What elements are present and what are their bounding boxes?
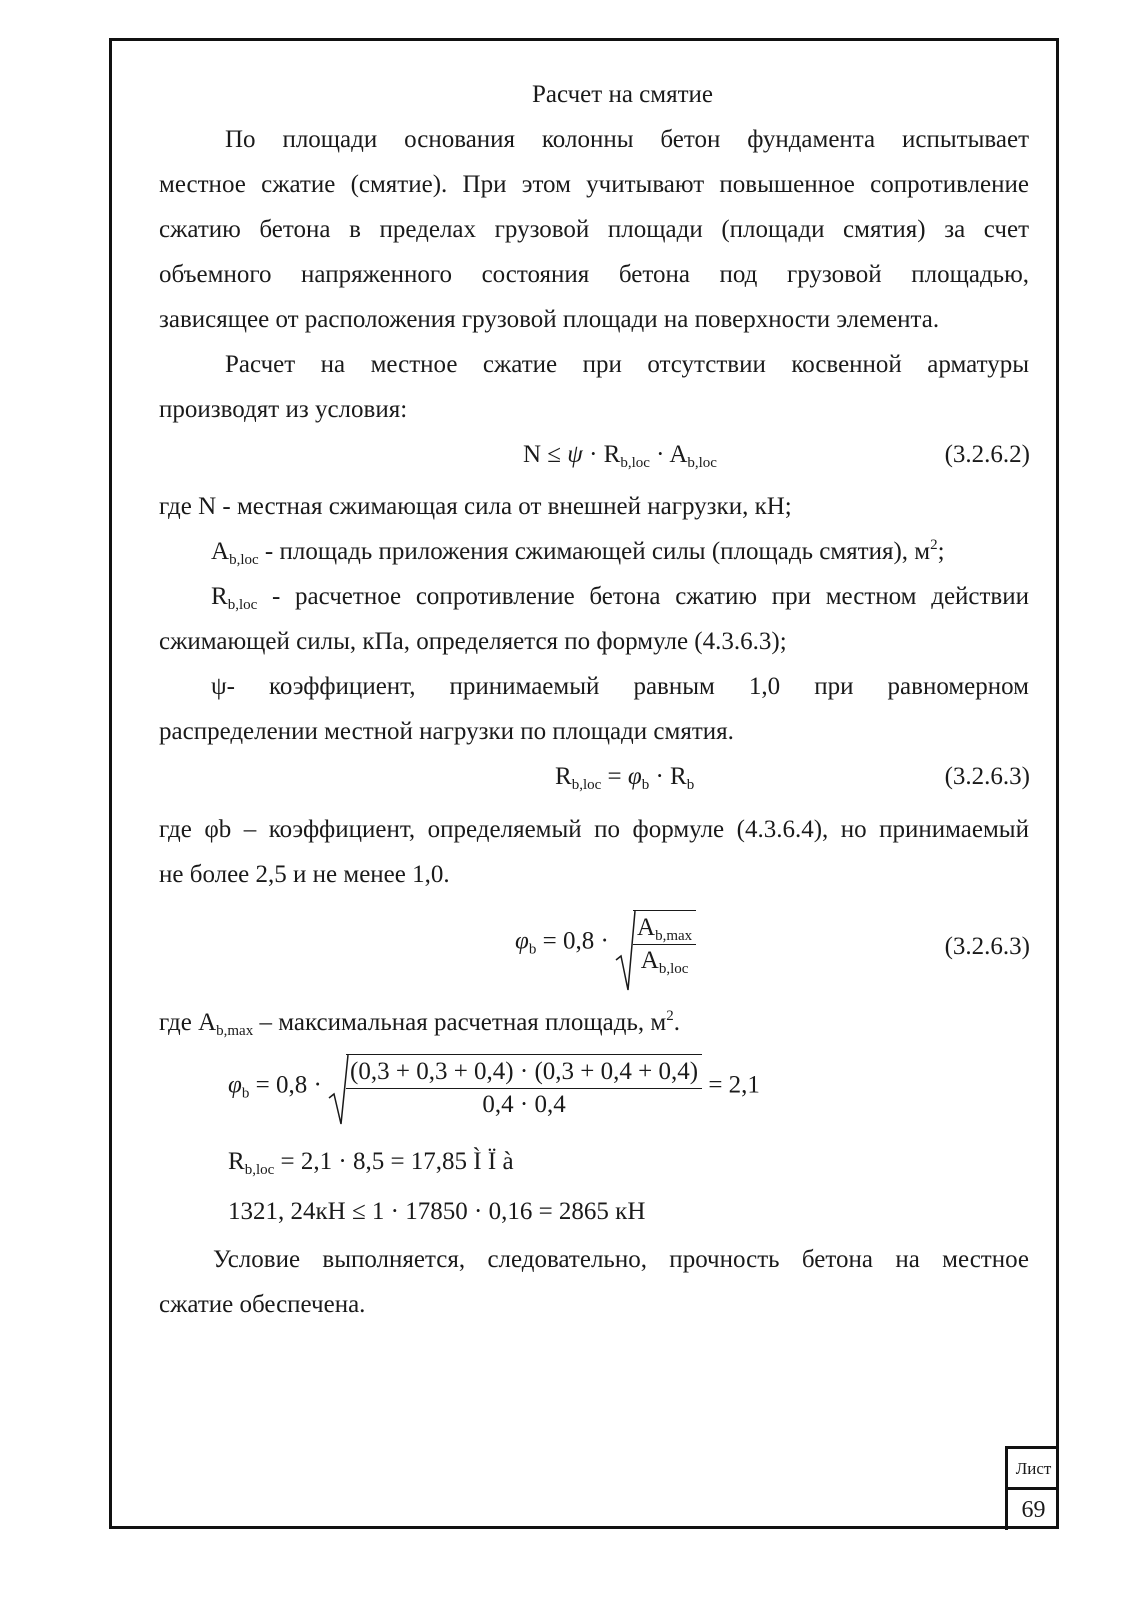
sqrt-sign — [328, 1054, 702, 1120]
equation-phi-b: $\varphi_b = 0,8$ · $\frac{A_{b,max}}{A_{b,loc}}$ — [515, 910, 696, 976]
equation-r-bloc: $R_{b,loc} = \varphi_b \cdot R_b$ — [555, 763, 695, 793]
para1-line-2: местное сжатие (смятие). При этом учитывают повышенное сопротивление — [159, 171, 1029, 198]
equation-number: (3.2.6.3) — [944, 933, 1030, 960]
def-phi-line-2: не более 2,5 и не менее 1,0. — [159, 861, 450, 888]
fraction: $\frac{A_{b,max}}{A_{b,loc}}$ — [633, 913, 696, 976]
sheet-label: Лист — [1008, 1449, 1059, 1490]
equation-3-2-6-2: $N \le \psi \cdot R_{b,loc} \cdot A_{b,loc}$ — [523, 441, 717, 471]
def-a-bmax: где $A_{b,max}$ – максимальная расчетная площадь, $м^2$. — [159, 1008, 680, 1039]
section-title: Расчет на смятие — [532, 81, 713, 108]
def-phi-line-1: где φb – коэффициент, определяемый по формуле (4.3.6.4), но принимаемый — [159, 816, 1029, 843]
equation-number: (3.2.6.3) — [944, 763, 1030, 790]
def-psi-line-2: распределении местной нагрузки по площади смятия. — [159, 718, 734, 745]
para1-line-3: сжатию бетона в пределах грузовой площади (площади смятия) за счет — [159, 216, 1029, 243]
def-a-bloc: $A_{b,loc}$ - площадь приложения сжимающей силы (площадь смятия), $м^2$; — [211, 537, 945, 568]
calc-r-bloc: $R_{b,loc} = 2,1 \cdot 8,5 = 17,85$ Ì Ï à — [228, 1148, 514, 1178]
def-psi-line-1: ψ- коэффициент, принимаемый равным 1,0 при равномерном — [211, 673, 1029, 700]
sheet-number: 69 — [1021, 1497, 1046, 1523]
calc-phi-b: $\varphi_b = 0,8$ · $\frac{(0,3 + 0,3 + 0,4) \cdot (0,3 + 0,4 + 0,4)}{0,4 \cdot 0,4}$ = 2,1 — [228, 1054, 760, 1120]
conclusion-line-2: сжатие обеспечена. — [159, 1291, 366, 1318]
para1-line-5: зависящее от расположения грузовой площади на поверхности элемента. — [159, 306, 940, 333]
conclusion-line-1: Условие выполняется, следовательно, прочность бетона на местное — [213, 1246, 1029, 1273]
fraction: $\frac{(0,3 + 0,3 + 0,4) \cdot (0,3 + 0,4 + 0,4)}{0,4 \cdot 0,4}$ — [346, 1057, 702, 1120]
para1-line-4: объемного напряженного состояния бетона под грузовой площадью, — [159, 261, 1029, 288]
calc-check: 1321, 24кН ≤ 1 · 17850 · 0,16 = 2865 кН — [228, 1198, 646, 1225]
def-r-bloc-line-1: $R_{b,loc}$ - расчетное сопротивление бетона сжатию при местном действии — [211, 583, 1029, 613]
sheet-stamp — [1005, 1446, 1059, 1530]
para1-line-1: По площади основания колонны бетон фундамента испытывает — [225, 126, 1029, 153]
para2-line-2: производят из условия: — [159, 396, 408, 423]
def-n: где N - местная сжимающая сила от внешней нагрузки, кН; — [159, 493, 792, 520]
equation-number: (3.2.6.2) — [944, 441, 1030, 468]
para2-line-1: Расчет на местное сжатие при отсутствии косвенной арматуры — [225, 351, 1029, 378]
sqrt-sign — [615, 910, 696, 976]
def-r-bloc-line-2: сжимающей силы, кПа, определяется по формуле (4.3.6.3); — [159, 628, 787, 655]
